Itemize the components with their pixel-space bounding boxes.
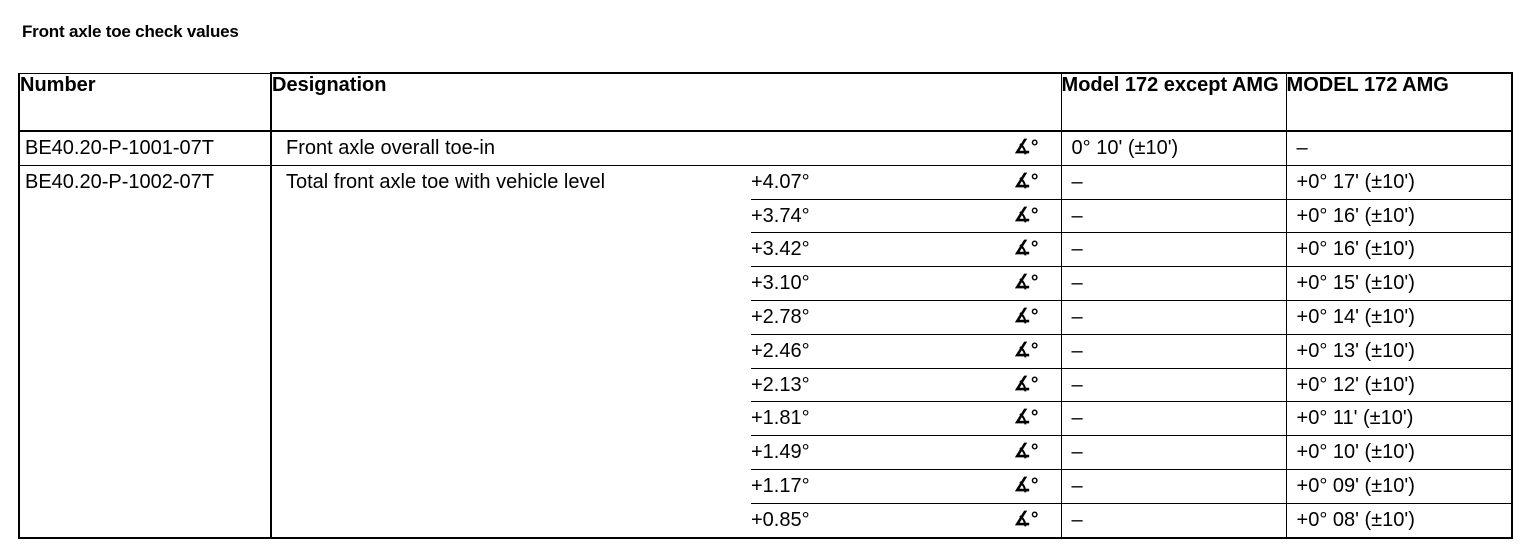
cell-vehicle-level [751, 131, 991, 165]
angle-degree-icon: ∡° [991, 436, 1061, 470]
cell-model-amg: +0° 16' (±10') [1286, 233, 1512, 267]
cell-designation: Total front axle toe with vehicle level [271, 165, 751, 199]
cell-vehicle-level: +2.13° [751, 368, 991, 402]
cell-designation [271, 334, 751, 368]
angle-degree-icon: ∡° [991, 503, 1061, 537]
header-model-amg: MODEL 172 AMG [1286, 73, 1512, 131]
angle-degree-icon: ∡° [991, 233, 1061, 267]
cell-number [19, 469, 271, 503]
cell-number: BE40.20-P-1001-07T [19, 131, 271, 165]
cell-designation [271, 469, 751, 503]
table-row [19, 267, 1512, 301]
cell-model-except-amg: – [1061, 402, 1286, 436]
cell-model-amg: – [1286, 131, 1512, 165]
angle-degree-icon: ∡° [991, 402, 1061, 436]
cell-vehicle-level: +2.46° [751, 334, 991, 368]
cell-number [19, 267, 271, 301]
table-row [19, 334, 1512, 368]
cell-vehicle-level: +3.10° [751, 267, 991, 301]
cell-model-amg: +0° 08' (±10') [1286, 503, 1512, 537]
angle-degree-icon: ∡° [991, 300, 1061, 334]
cell-model-except-amg: – [1061, 368, 1286, 402]
cell-model-amg: +0° 10' (±10') [1286, 436, 1512, 470]
cell-model-except-amg: – [1061, 233, 1286, 267]
cell-designation: Front axle overall toe-in [271, 131, 751, 165]
cell-model-amg: +0° 13' (±10') [1286, 334, 1512, 368]
cell-model-amg: +0° 11' (±10') [1286, 402, 1512, 436]
cell-model-amg: +0° 17' (±10') [1286, 165, 1512, 199]
angle-degree-icon: ∡° [991, 469, 1061, 503]
cell-designation [271, 233, 751, 267]
cell-designation [271, 267, 751, 301]
cell-model-except-amg: – [1061, 503, 1286, 537]
cell-number: BE40.20-P-1002-07T [19, 165, 271, 199]
cell-vehicle-level: +1.17° [751, 469, 991, 503]
cell-vehicle-level: +3.42° [751, 233, 991, 267]
angle-degree-icon: ∡° [991, 368, 1061, 402]
cell-designation [271, 436, 751, 470]
angle-degree-icon: ∡° [991, 165, 1061, 199]
table-row [19, 368, 1512, 402]
angle-degree-icon: ∡° [991, 199, 1061, 233]
page-title: Front axle toe check values [22, 22, 239, 41]
cell-model-except-amg: – [1061, 267, 1286, 301]
cell-number [19, 368, 271, 402]
cell-model-except-amg: – [1061, 436, 1286, 470]
cell-vehicle-level: +2.78° [751, 300, 991, 334]
cell-number [19, 233, 271, 267]
cell-number [19, 334, 271, 368]
table-row [19, 131, 1512, 165]
cell-model-amg: +0° 12' (±10') [1286, 368, 1512, 402]
cell-vehicle-level: +4.07° [751, 165, 991, 199]
cell-model-amg: +0° 16' (±10') [1286, 199, 1512, 233]
angle-degree-icon: ∡° [991, 267, 1061, 301]
cell-model-except-amg: – [1061, 199, 1286, 233]
toe-values-table [18, 72, 1513, 539]
cell-model-except-amg: – [1061, 300, 1286, 334]
cell-designation [271, 199, 751, 233]
header-designation: Designation [271, 73, 1061, 131]
cell-designation [271, 503, 751, 537]
table-row [19, 199, 1512, 233]
table-header-row [19, 73, 1512, 131]
cell-vehicle-level: +3.74° [751, 199, 991, 233]
cell-number [19, 402, 271, 436]
table-row [19, 503, 1512, 537]
table-row [19, 469, 1512, 503]
cell-model-except-amg: – [1061, 334, 1286, 368]
table-row [19, 165, 1512, 199]
cell-model-amg: +0° 14' (±10') [1286, 300, 1512, 334]
cell-number [19, 300, 271, 334]
table-row [19, 300, 1512, 334]
cell-designation [271, 368, 751, 402]
cell-model-amg: +0° 09' (±10') [1286, 469, 1512, 503]
cell-vehicle-level: +1.81° [751, 402, 991, 436]
cell-designation [271, 402, 751, 436]
cell-model-except-amg: – [1061, 165, 1286, 199]
header-number: Number [19, 73, 271, 131]
cell-number [19, 436, 271, 470]
cell-designation [271, 300, 751, 334]
table-row [19, 436, 1512, 470]
cell-model-except-amg: 0° 10' (±10') [1061, 131, 1286, 165]
cell-vehicle-level: +1.49° [751, 436, 991, 470]
angle-degree-icon: ∡° [991, 334, 1061, 368]
table-row [19, 402, 1512, 436]
cell-number [19, 503, 271, 537]
cell-model-amg: +0° 15' (±10') [1286, 267, 1512, 301]
header-model-except-amg: Model 172 except AMG [1061, 73, 1286, 131]
cell-number [19, 199, 271, 233]
table-row [19, 233, 1512, 267]
cell-model-except-amg: – [1061, 469, 1286, 503]
cell-vehicle-level: +0.85° [751, 503, 991, 537]
angle-degree-icon: ∡° [991, 131, 1061, 165]
